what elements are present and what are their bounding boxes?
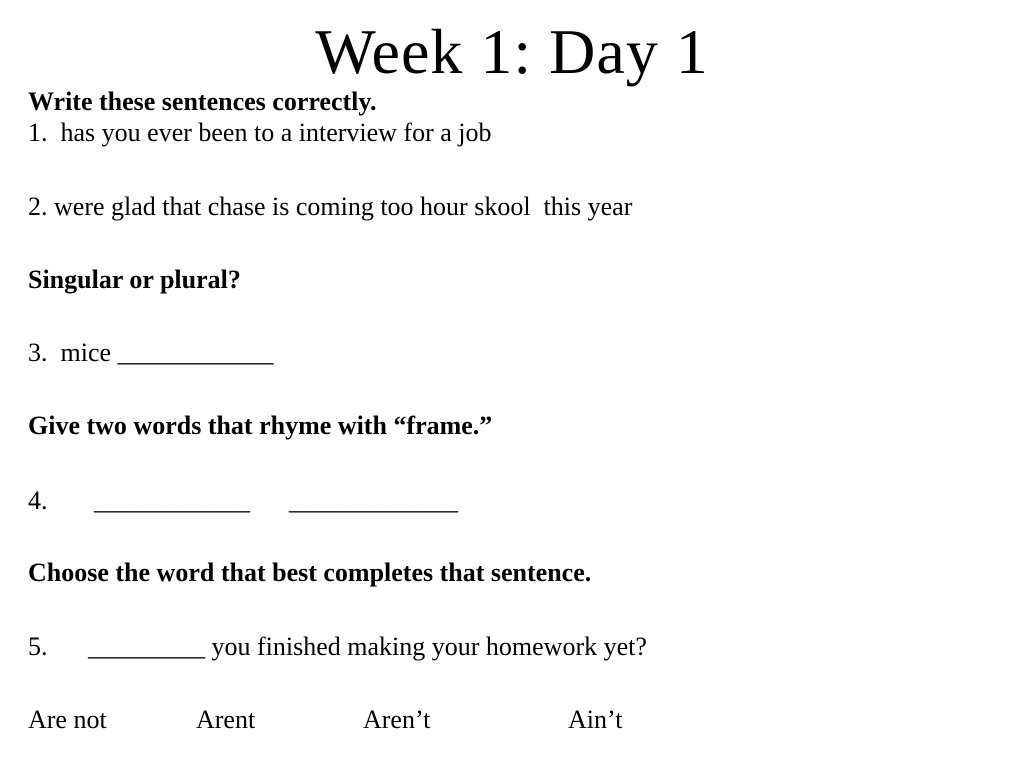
answer-choice-are-not: Are not xyxy=(28,705,107,734)
question-item-5-text: _________ you finished making your homework yet? xyxy=(88,632,647,661)
answer-choice-arent-apostrophe: Aren’t xyxy=(363,705,431,734)
answer-choice-arent: Arent xyxy=(196,705,256,734)
section-heading-correct-sentences: Write these sentences correctly. xyxy=(28,87,377,116)
rhyme-blank-2: _____________ xyxy=(289,486,458,515)
question-item-3: 3. mice ____________ xyxy=(28,338,274,367)
sentence-item-1: 1. has you ever been to a interview for a job xyxy=(28,118,492,147)
page-title: Week 1: Day 1 xyxy=(315,16,709,87)
section-heading-rhyme: Give two words that rhyme with “frame.” xyxy=(28,411,493,440)
question-item-4-number: 4. xyxy=(28,486,48,515)
answer-choice-aint: Ain’t xyxy=(568,705,623,734)
section-heading-choose-word: Choose the word that best completes that sentence. xyxy=(28,558,592,587)
question-item-5-number: 5. xyxy=(28,632,48,661)
section-heading-singular-plural: Singular or plural? xyxy=(28,265,241,294)
rhyme-blank-1: ____________ xyxy=(94,486,250,515)
sentence-item-2: 2. were glad that chase is coming too hour skool this year xyxy=(28,192,633,221)
